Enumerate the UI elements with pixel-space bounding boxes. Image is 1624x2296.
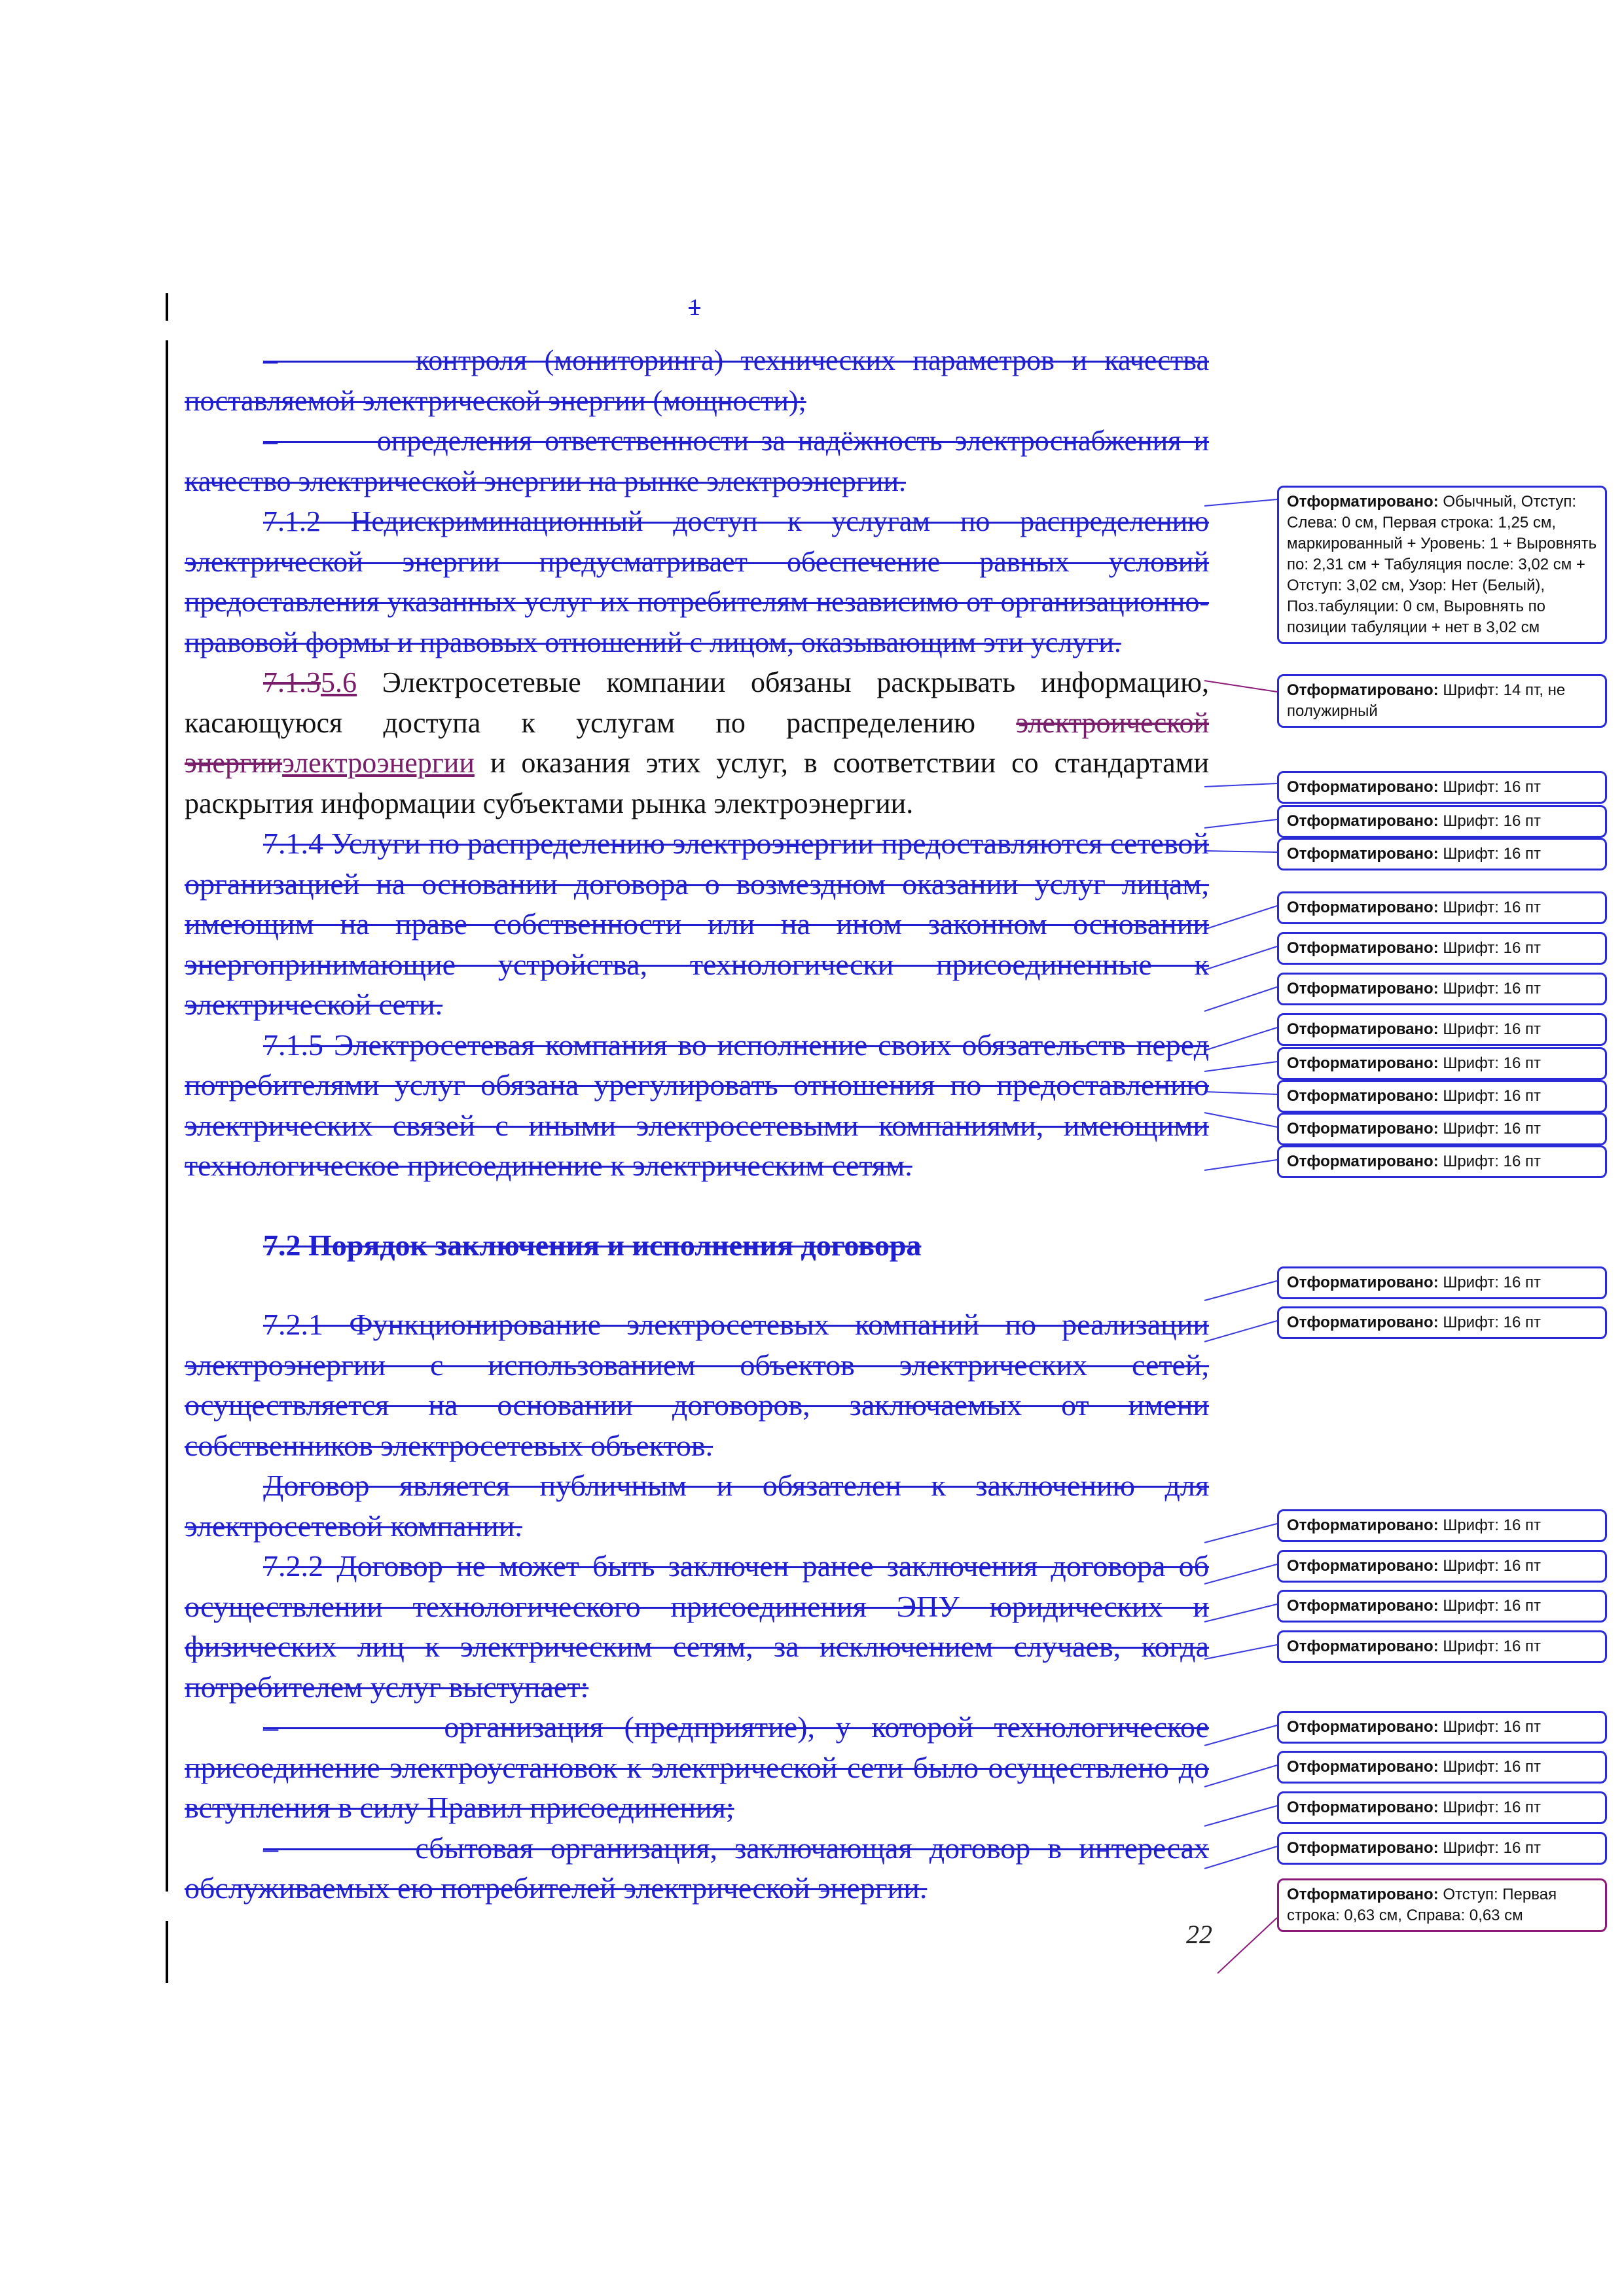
balloon-label: Отформатировано: [1287, 1274, 1439, 1291]
balloon-label: Отформатировано: [1287, 845, 1439, 863]
paragraph-5-6-text-a: Электросетевые компании обязаны раскрывать информацию, касающуюся доступа к услугам по распределению [185, 666, 1209, 739]
paragraph-7-1-5: 7.1.5 Электросетевая компания во исполнение своих обязательств перед потребителями услуг обязана урегулировать отношения по предоставлению электрических связей с иными электросетевыми компаниями, имеющими технологическое присоединение к электрическим сетям. [185, 1028, 1209, 1182]
balloon-label: Отформатировано: [1287, 1638, 1439, 1655]
balloon-text: Шрифт: 16 пт [1438, 1274, 1541, 1291]
paragraph-bullet-sales-organization: – сбытовая организация, заключающая договор в интересах обслуживаемых ею потребителей электрической энергии. [185, 1831, 1209, 1905]
format-balloon[interactable] [1277, 932, 1607, 965]
format-balloon[interactable] [1277, 1145, 1607, 1178]
format-balloon[interactable] [1277, 973, 1607, 1005]
balloon-text: Шрифт: 16 пт [1438, 1839, 1541, 1857]
balloon-label: Отформатировано: [1287, 939, 1439, 957]
paragraph-7-2-2: 7.2.2 Договор не может быть заключен ранее заключения договора об осуществлении технологического присоединения ЭПУ юридических и физических лиц к электрическим сетям, за исключением случаев, когда потребителем услуг выступает: [185, 1549, 1209, 1704]
paragraph-5-6 [185, 662, 1209, 823]
format-balloon[interactable] [1277, 1113, 1607, 1145]
format-balloon[interactable] [1277, 1791, 1607, 1824]
document-body [185, 340, 1209, 1909]
balloon-text: Шрифт: 16 пт [1438, 1799, 1541, 1816]
balloon-text: Шрифт: 16 пт [1438, 1153, 1541, 1170]
balloon-label: Отформатировано: [1287, 1120, 1439, 1138]
balloon-text: Шрифт: 16 пт [1438, 778, 1541, 796]
balloon-text: Шрифт: 16 пт [1438, 1597, 1541, 1615]
format-balloon[interactable] [1277, 805, 1607, 838]
balloon-text: Шрифт: 16 пт [1438, 812, 1541, 830]
balloon-label: Отформатировано: [1287, 980, 1439, 997]
inserted-word: электроэнергии [282, 747, 475, 779]
balloon-label: Отформатировано: [1287, 778, 1439, 796]
balloon-text: Обычный, Отступ: Слева: 0 см, Первая строка: 1,25 см, маркированный + Уровень: 1 + Выровнять по: 2,31 см + Табуляция после: 3,02 см + Отступ: 3,02 см, Узор: Нет (Белый), Поз.табуляции: 0 см, Выровнять по позиции табуляции + нет в 3,02 см [1287, 493, 1597, 636]
format-balloon[interactable] [1277, 1509, 1607, 1542]
format-balloon[interactable] [1277, 1751, 1607, 1784]
balloon-label: Отформатировано: [1287, 1020, 1439, 1038]
format-balloon[interactable] [1277, 1047, 1607, 1080]
paragraph-bullet-monitoring: – контроля (мониторинга) технических параметров и качества поставляемой электрической энергии (мощности); [185, 344, 1209, 417]
balloon-label: Отформатировано: [1287, 1087, 1439, 1105]
balloon-label: Отформатировано: [1287, 1516, 1439, 1534]
balloon-label: Отформатировано: [1287, 812, 1439, 830]
balloon-label: Отформатировано: [1287, 681, 1439, 699]
balloon-text: Шрифт: 16 пт [1438, 845, 1541, 863]
format-balloon[interactable] [1277, 486, 1607, 644]
inserted-number: 5.6 [321, 666, 357, 698]
balloon-label: Отформатировано: [1287, 1758, 1439, 1776]
paragraph-bullet-organization: – организация (предприятие), у которой технологическое присоединение электроустановок к электрической сети было осуществлено до вступления в силу Правил присоединения; [185, 1710, 1209, 1824]
format-balloon[interactable] [1277, 1630, 1607, 1663]
balloon-label: Отформатировано: [1287, 1886, 1439, 1903]
balloon-text: Шрифт: 16 пт [1438, 1718, 1541, 1736]
page-number: 22 [1186, 1920, 1212, 1949]
balloon-text: Отступ: Первая строка: 0,63 см, Справа: 0,63 см [1287, 1886, 1557, 1924]
format-balloon[interactable] [1277, 838, 1607, 870]
balloon-text: Шрифт: 16 пт [1438, 1314, 1541, 1331]
format-balloon[interactable] [1277, 1550, 1607, 1583]
balloon-text: Шрифт: 16 пт [1438, 1120, 1541, 1138]
header-page-mark: 1 [689, 294, 700, 320]
balloon-text: Шрифт: 16 пт [1438, 1758, 1541, 1776]
paragraph-7-2-1: 7.2.1 Функционирование электросетевых компаний по реализации электроэнергии с использованием объектов электрических сетей, осуществляется на основании договоров, заключаемых от имени собственников электросетевых объектов. [185, 1308, 1209, 1462]
balloon-label: Отформатировано: [1287, 1799, 1439, 1816]
balloon-text: Шрифт: 16 пт [1438, 1557, 1541, 1575]
balloon-label: Отформатировано: [1287, 899, 1439, 916]
format-balloon[interactable] [1277, 1306, 1607, 1339]
balloon-text: Шрифт: 16 пт [1438, 939, 1541, 957]
section-heading-7-2: 7.2 Порядок заключения и исполнения договора [263, 1228, 922, 1262]
balloon-text: Шрифт: 14 пт, не полужирный [1287, 681, 1566, 720]
paragraph-7-1-2: 7.1.2 Недискриминационный доступ к услугам по распределению электрической энергии предусматривает обеспечение равных условий предоставления указанных услуг их потребителям независимо от организационно-правовой формы и правовых отношений с лицом, оказывающим эти услуги. [185, 505, 1209, 658]
paragraph-public-contract: Договор является публичным и обязателен к заключению для электросетевой компании. [185, 1469, 1209, 1543]
balloon-text: Шрифт: 16 пт [1438, 899, 1541, 916]
format-balloon[interactable] [1277, 891, 1607, 924]
format-balloon[interactable] [1277, 674, 1607, 728]
format-balloon-indent[interactable] [1277, 1878, 1607, 1932]
balloon-label: Отформатировано: [1287, 1314, 1439, 1331]
deleted-number: 7.1.3 [263, 666, 321, 698]
format-balloon[interactable] [1277, 1832, 1607, 1865]
balloon-label: Отформатировано: [1287, 1718, 1439, 1736]
balloon-label: Отформатировано: [1287, 1597, 1439, 1615]
format-balloon[interactable] [1277, 1711, 1607, 1744]
format-balloon[interactable] [1277, 1590, 1607, 1623]
balloon-text: Шрифт: 16 пт [1438, 980, 1541, 997]
balloon-text: Шрифт: 16 пт [1438, 1054, 1541, 1072]
format-balloon[interactable] [1277, 1013, 1607, 1046]
balloon-text: Шрифт: 16 пт [1438, 1087, 1541, 1105]
format-balloon[interactable] [1277, 1266, 1607, 1299]
paragraph-bullet-responsibility: – определения ответственности за надёжность электроснабжения и качество электрической энергии на рынке электроэнергии. [185, 425, 1209, 497]
format-balloon[interactable] [1277, 771, 1607, 804]
paragraph-7-1-4: 7.1.4 Услуги по распределению электроэнергии предоставляются сетевой организацией на основании договора о возмездном оказании услуг лицам, имеющим на праве собственности или на ином законном основании энергопринимающие устройства, технологически присоединенные к электрической сети. [185, 827, 1209, 1021]
balloon-text: Шрифт: 16 пт [1438, 1516, 1541, 1534]
deleted-word: электроической энергии [185, 706, 1209, 779]
balloon-label: Отформатировано: [1287, 1839, 1439, 1857]
balloon-text: Шрифт: 16 пт [1438, 1638, 1541, 1655]
spacer [185, 1265, 1209, 1304]
balloon-text: Шрифт: 16 пт [1438, 1020, 1541, 1038]
balloon-label: Отформатировано: [1287, 1054, 1439, 1072]
format-balloon[interactable] [1277, 1080, 1607, 1113]
balloon-label: Отформатировано: [1287, 1153, 1439, 1170]
balloon-label: Отформатировано: [1287, 1557, 1439, 1575]
paragraph-5-6-text-b: и оказания этих услуг, в соответствии со стандартами раскрытия информации субъектами рынка электроэнергии. [185, 747, 1209, 819]
balloon-label: Отформатировано: [1287, 493, 1439, 511]
spacer [185, 1186, 1209, 1225]
